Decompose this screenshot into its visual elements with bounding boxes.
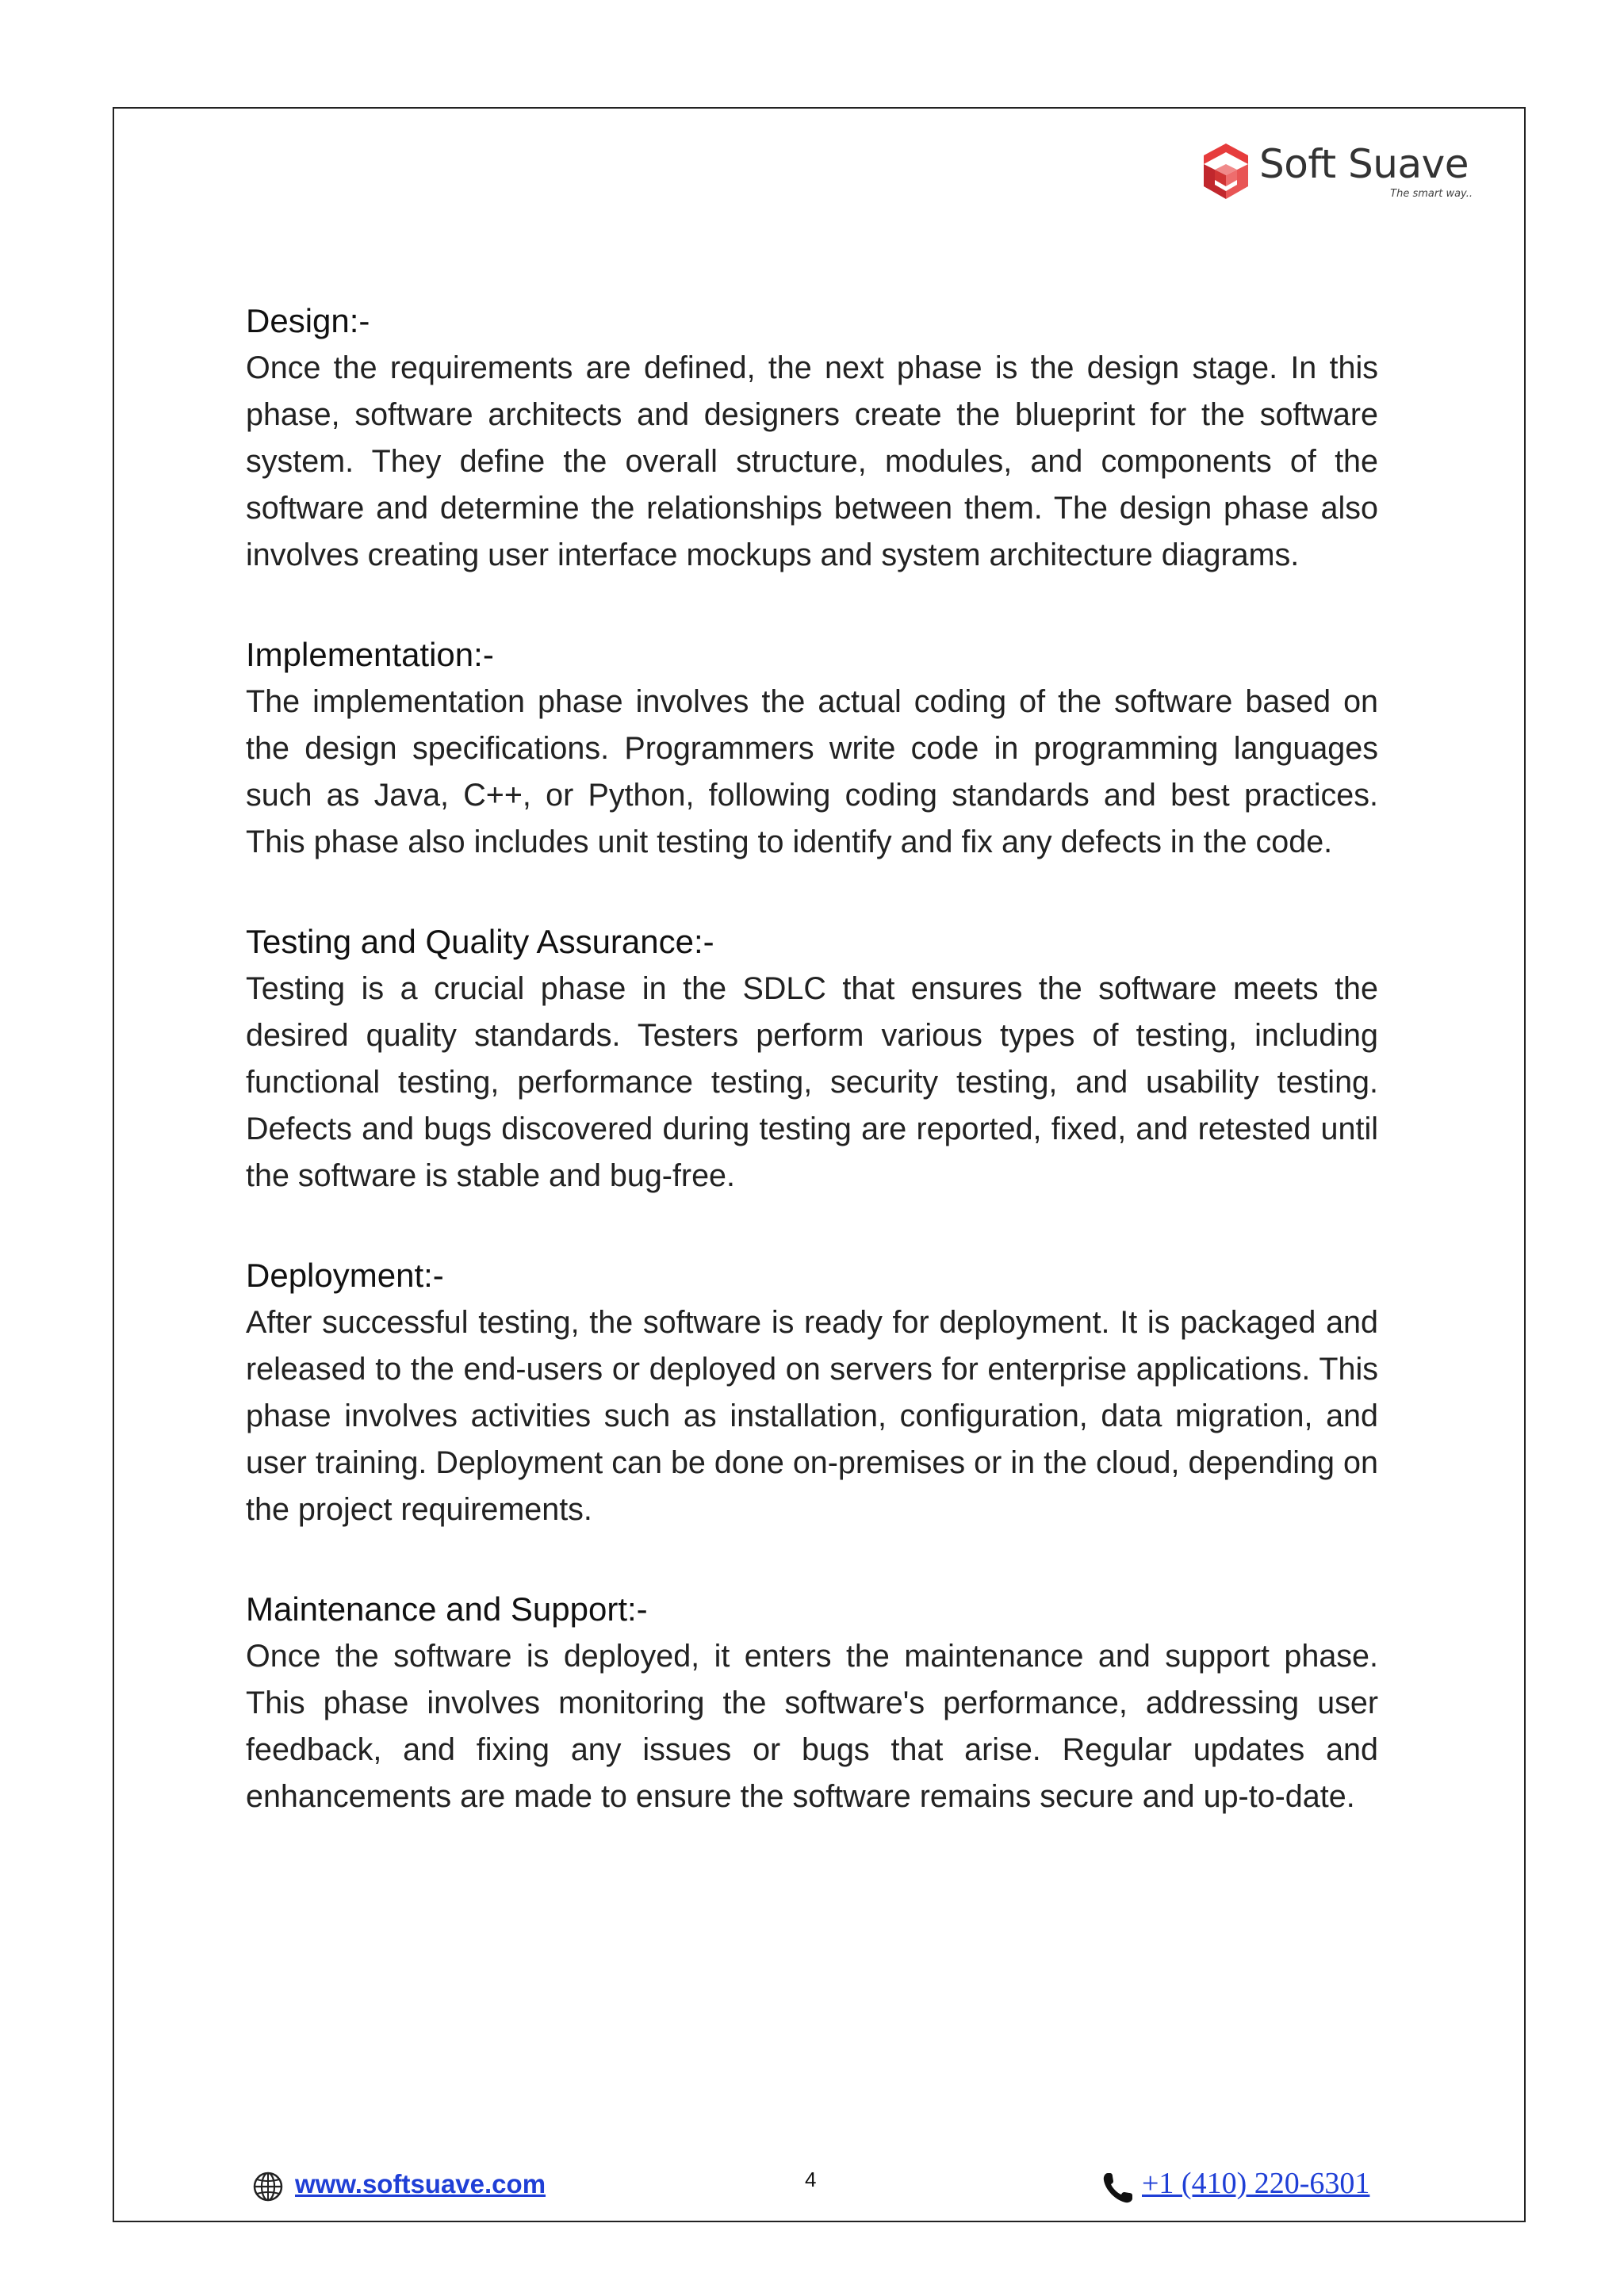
globe-icon: [252, 2171, 284, 2202]
section-testing: [246, 918, 1378, 1200]
section-deployment: [246, 1252, 1378, 1533]
section-heading: Design:-: [246, 302, 370, 339]
section-paragraph: Testing is a crucial phase in the SDLC that ensures the software meets the desired quality standards. Testers perform various types of testing, including functional testing, performance testing, security testing, and usability testing. Defects and bugs discovered during testing are reported, fixed, and retested until the software is stable and bug-free.: [246, 971, 1378, 1193]
section-heading: Maintenance and Support:-: [246, 1590, 648, 1628]
section-paragraph: Once the software is deployed, it enters the maintenance and support phase. This phase involves monitoring the software's performance, addressing user feedback, and fixing any issues or bugs that arise. Regular updates and enhancements are made to ensure the software remains secure and up-to-date.: [246, 1639, 1378, 1814]
section-heading: Deployment:-: [246, 1257, 444, 1294]
section-maintenance: [246, 1586, 1378, 1820]
section-implementation: [246, 631, 1378, 866]
section-paragraph: After successful testing, the software is ready for deployment. It is packaged and released to the end-users or deployed on servers for enterprise applications. This phase involves activities such as installation, configuration, data migration, and user training. Deployment can be done on-premises or in the cloud, depending on the project requirements.: [246, 1305, 1378, 1527]
section-heading: Implementation:-: [246, 636, 494, 673]
brand-tagline: The smart way..: [1390, 188, 1473, 200]
brand-logo: [1199, 139, 1473, 204]
brand-name: Soft Suave: [1259, 141, 1469, 187]
document-body: [246, 297, 1378, 1873]
section-paragraph: The implementation phase involves the actual coding of the software based on the design specifications. Programmers write code in programming languages such as Java, C++, or Python, following coding standards and best practices. This phase also includes unit testing to identify and fix any defects in the code.: [246, 684, 1378, 859]
section-heading: Testing and Quality Assurance:-: [246, 923, 714, 960]
page-footer: [246, 2164, 1372, 2204]
website-link[interactable]: www.softsuave.com: [295, 2169, 546, 2198]
phone-link[interactable]: +1 (410) 220-6301: [1142, 2167, 1370, 2200]
soft-suave-logo-icon: [1199, 140, 1253, 201]
section-paragraph: Once the requirements are defined, the next phase is the design stage. In this phase, software architects and designers create the blueprint for the software system. They define the overall structure, modules, and components of the software and determine the relationships between them. The design phase also involves creating user interface mockups and system architecture diagrams.: [246, 350, 1378, 572]
page-number: 4: [805, 2168, 817, 2191]
phone-icon: [1101, 2171, 1137, 2206]
section-design: [246, 297, 1378, 579]
